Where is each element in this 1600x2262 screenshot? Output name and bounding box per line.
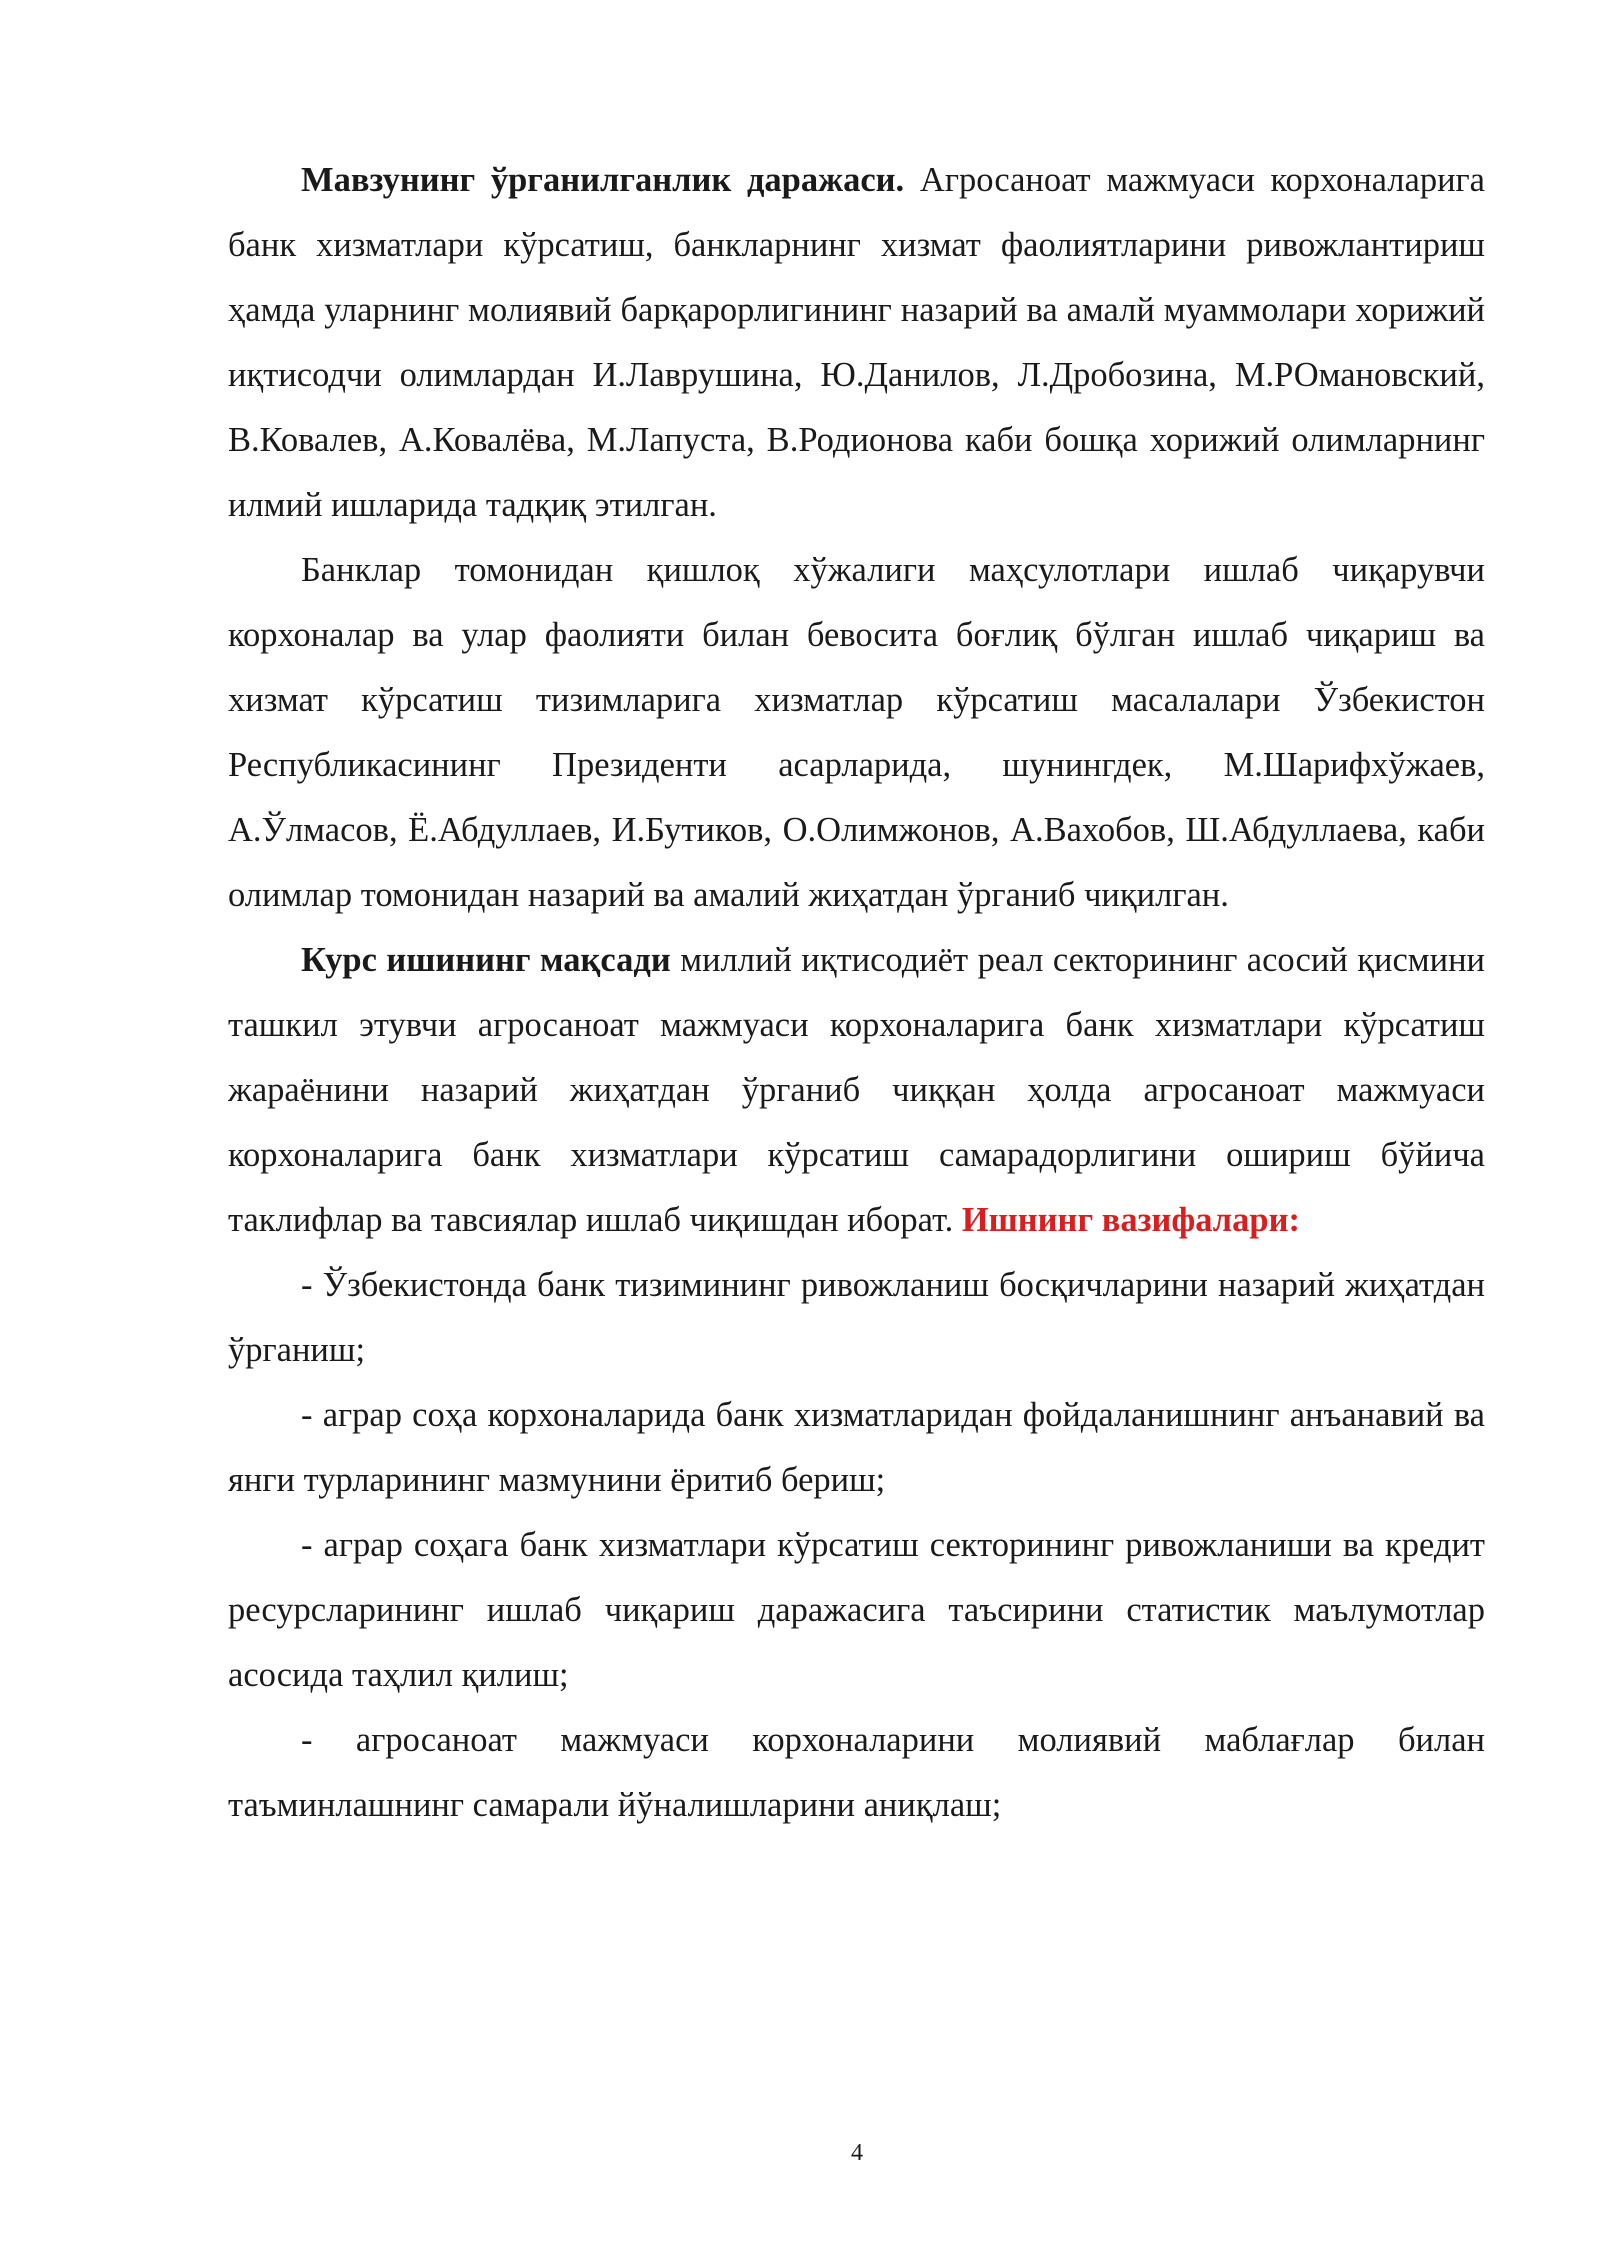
- list-item-text: - аграр соҳага банк хизматлари кўрсатиш секторининг ривожланиши ва кредит ресурсларининг ишлаб чиқариш даражасига таъсирини статистик маълумотлар асосида таҳлил қилиш;: [228, 1526, 1485, 1694]
- heading-course-goal: Курс ишининг мақсади: [301, 941, 671, 979]
- list-item-text: - агросаноат мажмуаси корхоналарини молиявий маблағлар билан таъминлашнинг самарали йўналишларини аниқлаш;: [228, 1721, 1485, 1824]
- paragraph-text: миллий иқтисодиёт реал секторининг асосий қисмини ташкил этувчи агросаноат мажмуаси корхоналарига банк хизматлари кўрсатиш жараёнини назарий жиҳатдан ўрганиб чиққан ҳолда агросаноат мажмуаси корхоналарига банк хизматлари кўрсатиш самарадорлигини ошириш бўйича таклифлар ва тавсиялар ишлаб чиқишдан иборат.: [228, 941, 1486, 1239]
- list-item-text: - аграр соҳа корхоналарида банк хизматларидан фойдаланишнинг анъанавий ва янги турларининг мазмунини ёритиб бериш;: [228, 1396, 1485, 1499]
- list-item-text: - Ўзбекистонда банк тизимининг ривожланиш босқичларини назарий жиҳатдан ўрганиш;: [228, 1266, 1485, 1369]
- document-body: [228, 148, 1485, 1838]
- paragraph-text: Банклар томонидан қишлоқ хўжалиги маҳсулотлари ишлаб чиқарувчи корхоналар ва улар фаолияти билан бевосита боғлиқ бўлган ишлаб чиқариш ва хизмат кўрсатиш тизимларига хизматлар кўрсатиш масалалари Ўзбекистон Республикасининг Президенти асарларида, шунингдек, М.Шарифхўжаев, А.Ўлмасов, Ё.Абдуллаев, И.Бутиков, О.Олимжонов, А.Вахобов, Ш.Абдуллаева, каби олимлар томонидан назарий ва амалий жиҳатдан ўрганиб чиқилган.: [228, 551, 1485, 914]
- page-number: 4: [851, 2140, 863, 2166]
- paragraph-text: Агросаноат мажмуаси корхоналарига банк хизматлари кўрсатиш, банкларнинг хизмат фаолиятларини ривожлантириш ҳамда уларнинг молиявий барқарорлигининг назарий ва амалй муаммолари хорижий иқтисодчи олимлардан И.Лаврушина, Ю.Данилов, Л.Дробозина, М.РОмановский, В.Ковалев, А.Ковалёва, М.Лапуста, В.Родионова каби бошқа хорижий олимларнинг илмий ишларида тадқиқ этилган.: [228, 161, 1485, 524]
- paragraph-study-degree: [228, 148, 1485, 538]
- list-item-task-3: [228, 1513, 1485, 1708]
- heading-tasks: Ишнинг вазифалари:: [961, 1201, 1300, 1239]
- heading-study-degree: Мавзунинг ўрганилганлик даражаси.: [301, 161, 905, 199]
- list-item-task-4: [228, 1708, 1485, 1838]
- paragraph-banks-services: [228, 538, 1485, 928]
- paragraph-course-goal: [228, 928, 1485, 1253]
- list-item-task-1: [228, 1253, 1485, 1383]
- list-item-task-2: [228, 1383, 1485, 1513]
